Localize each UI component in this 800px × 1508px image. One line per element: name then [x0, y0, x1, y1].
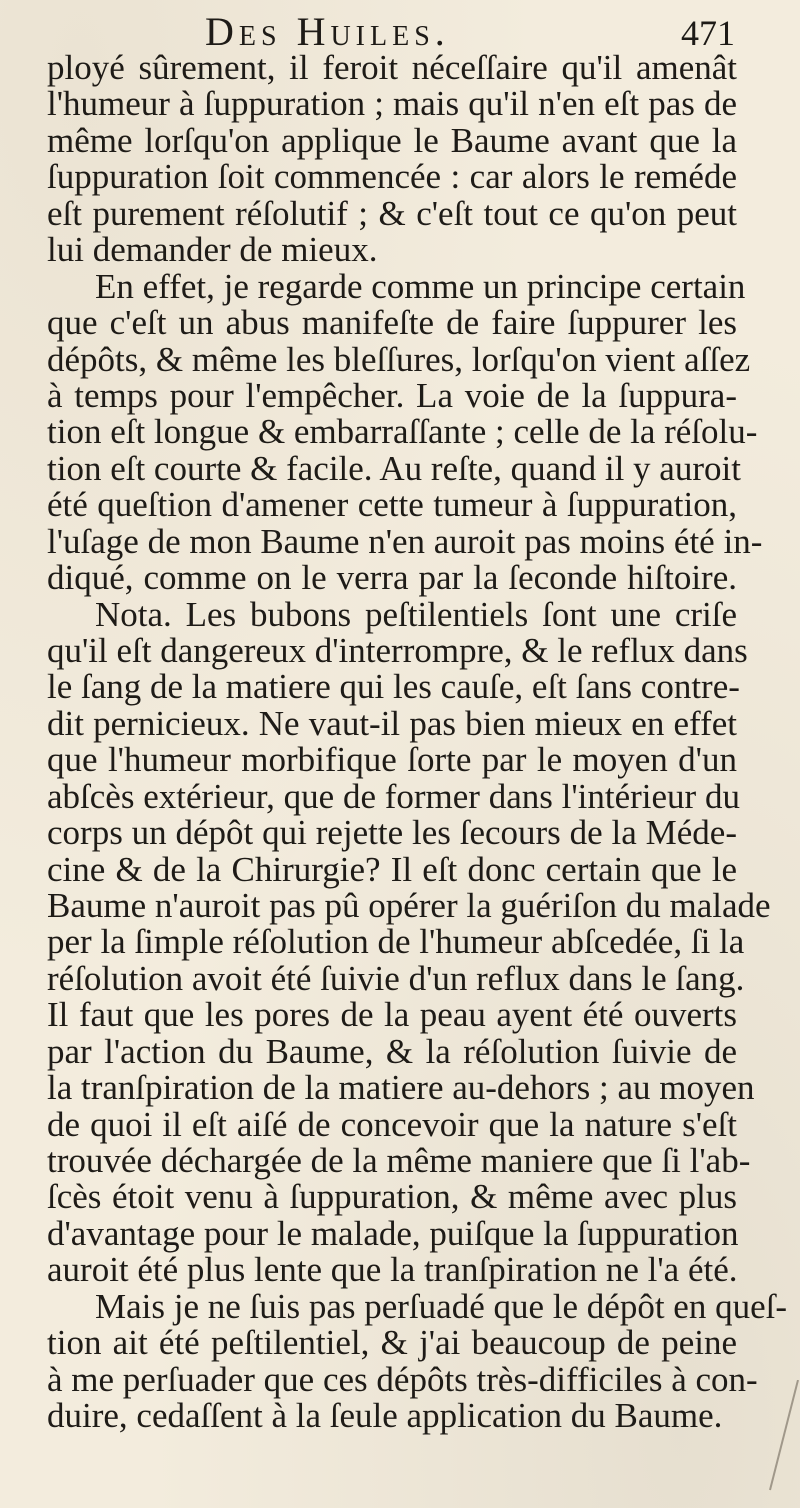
text-line: même lorſqu'on applique le Baume avant que la — [47, 120, 737, 160]
text-line: tion ait été peſtilentiel, & j'ai beaucoup de peine — [47, 1323, 737, 1363]
text-line: dépôts, & même les bleſſures, lorſqu'on vient aſſez — [47, 339, 751, 379]
text-line: Il faut que les pores de la peau ayent été ouverts — [47, 995, 737, 1035]
text-line: le ſang de la matiere qui les cauſe, eſt ſans contre- — [47, 667, 740, 707]
paragraph-start-line: Mais je ne ſuis pas perſuadé que le dépôt en queſ- — [95, 1286, 788, 1326]
text-line: que c'eſt un abus manifeſte de faire ſuppurer les — [47, 303, 737, 342]
text-line: la tranſpiration de la matiere au-dehors ; au moyen — [47, 1068, 755, 1108]
text-line: été queſtion d'amener cette tumeur à ſuppuration, — [47, 485, 737, 525]
text-line: tion eſt courte & facile. Au reſte, quand il y auroit — [47, 448, 741, 488]
text-line: d'avantage pour le malade, puiſque la ſuppuration — [47, 1213, 739, 1253]
text-line: que l'humeur morbifique ſorte par le moyen d'un — [47, 740, 737, 780]
paragraph-start-line: En effet, je regarde comme un principe certain — [95, 266, 746, 306]
text-line: abſcès extérieur, que de former dans l'intérieur du — [47, 776, 740, 816]
text-line: par l'action du Baume, & la réſolution ſuivie de — [47, 1031, 737, 1071]
text-line: lui demander de mieux. — [47, 230, 378, 270]
text-line: de quoi il eſt aiſé de concevoir que la nature s'eſt — [47, 1104, 737, 1144]
text-line: l'humeur à ſuppuration ; mais qu'il n'en eſt pas de — [47, 84, 737, 124]
text-line: qu'il eſt dangereux d'interrompre, & le reflux dans — [47, 630, 748, 670]
text-line: auroit été plus lente que la tranſpiration ne l'a été. — [47, 1250, 738, 1290]
text-line: à me perſuader que ces dépôts très-difficiles à con- — [47, 1359, 758, 1399]
text-line: per la ſimple réſolution de l'humeur abſcedée, ſi la — [47, 922, 745, 962]
text-line: Baume n'auroit pas pû opérer la guériſon du malade — [47, 885, 771, 925]
text-line: cine & de la Chirurgie? Il eſt donc certain que le — [47, 849, 737, 889]
text-line: dit pernicieux. Ne vaut-il pas bien mieux en effet — [47, 703, 737, 743]
text-line: ſuppuration ſoit commencée : car alors le reméde — [47, 157, 737, 197]
text-line: ſcès étoit venu à ſuppuration, & même avec plus — [47, 1177, 737, 1217]
text-line: l'uſage de mon Baume n'en auroit pas moins été in- — [47, 521, 763, 561]
page-edge-mark — [740, 1380, 800, 1508]
text-line: à temps pour l'empêcher. La voie de la ſuppura- — [47, 375, 737, 415]
text-line: tion eſt longue & embarraſſante ; celle de la réſolu- — [47, 412, 758, 452]
nota-line: Nota. Les bubons peſtilentiels ſont une criſe — [95, 594, 737, 634]
text-line: corps un dépôt qui rejette les ſecours de la Méde- — [47, 813, 737, 853]
text-line: réſolution avoit été ſuivie d'un reflux dans le ſang. — [47, 958, 745, 998]
page-number: 471 — [681, 13, 735, 53]
running-title: Des Huiles. — [205, 9, 450, 54]
text-line: eſt purement réſolutif ; & c'eſt tout ce qu'on peut — [47, 193, 737, 233]
text-line: trouvée déchargée de la même maniere que ſi l'ab- — [47, 1141, 751, 1180]
text-line: diqué, comme on le verra par la ſeconde hiſtoire. — [47, 558, 737, 598]
text-line: duire, cedaſſent à la ſeule application du Baume. — [47, 1396, 723, 1435]
text-line: ployé sûrement, il feroit néceſſaire qu'il amenât — [47, 48, 737, 87]
